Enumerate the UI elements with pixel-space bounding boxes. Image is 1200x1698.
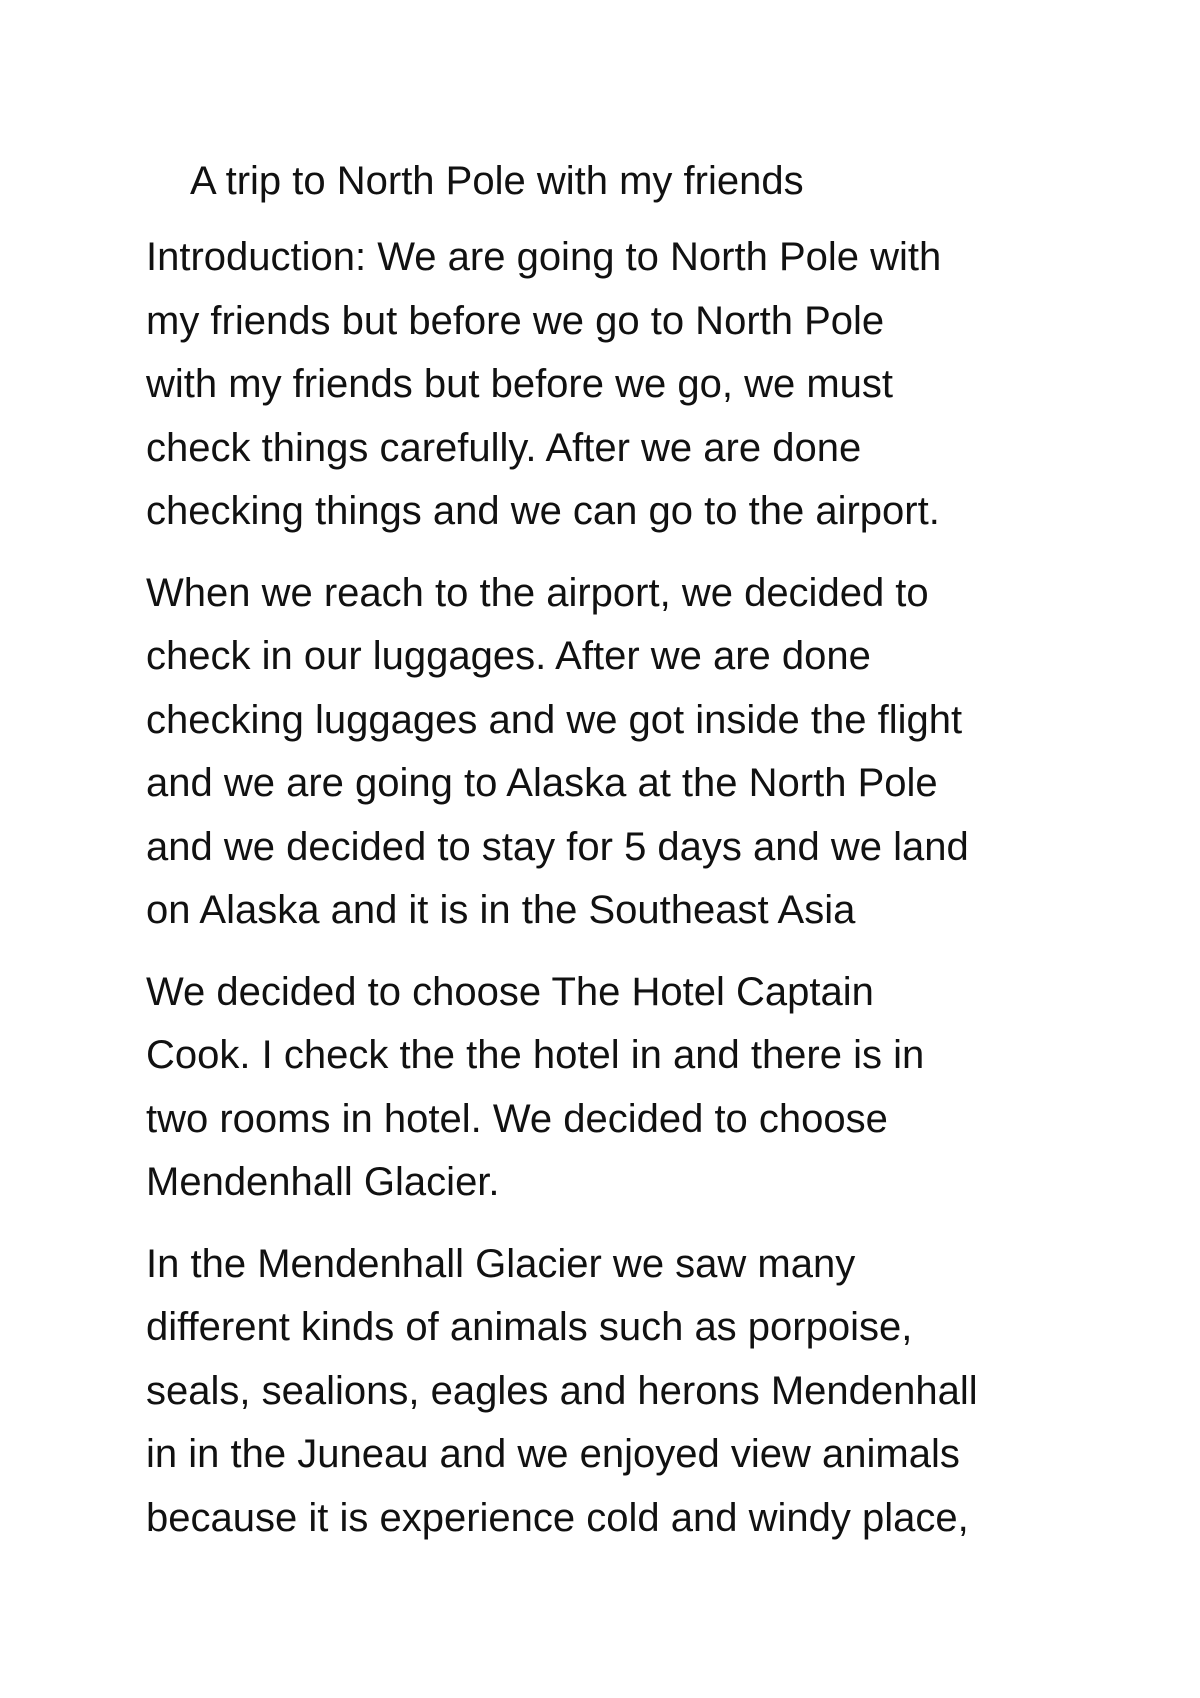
text-line: In the Mendenhall Glacier we saw many xyxy=(146,1241,856,1286)
paragraph-airport xyxy=(146,562,1076,943)
text-line: different kinds of animals such as porpoise, xyxy=(146,1305,913,1349)
text-line: checking things and we can go to the airport. xyxy=(146,489,940,533)
document-body xyxy=(146,150,1076,1568)
text-line: check things carefully. After we are done xyxy=(146,425,862,470)
text-line: my friends but before we go to North Pole xyxy=(146,298,885,343)
text-line: Introduction: We are going to North Pole with xyxy=(146,235,942,279)
paragraph-introduction xyxy=(146,226,1076,544)
paragraph-glacier xyxy=(146,1233,1076,1551)
text-line: two rooms in hotel. We decided to choose xyxy=(146,1096,888,1141)
paragraph-hotel xyxy=(146,961,1076,1215)
text-line: with my friends but before we go, we must xyxy=(146,362,893,406)
text-line: in in the Juneau and we enjoyed view animals xyxy=(146,1432,960,1476)
text-line: and we decided to stay for 5 days and we land xyxy=(146,824,969,869)
text-line: because it is experience cold and windy place, xyxy=(146,1495,969,1540)
text-line: and we are going to Alaska at the North Pole xyxy=(146,761,938,805)
text-line: We decided to choose The Hotel Captain xyxy=(146,969,874,1014)
text-line: When we reach to the airport, we decided to xyxy=(146,570,929,615)
text-line: Cook. I check the the hotel in and there is in xyxy=(146,1033,925,1077)
document-title: A trip to North Pole with my friends xyxy=(190,159,804,203)
text-line: check in our luggages. After we are done xyxy=(146,634,871,678)
text-line: checking luggages and we got inside the flight xyxy=(146,697,963,742)
text-line: on Alaska and it is in the Southeast Asia xyxy=(146,888,856,932)
text-line: Mendenhall Glacier. xyxy=(146,1160,500,1204)
text-line: seals, sealions, eagles and herons Mendenhall xyxy=(146,1368,978,1413)
